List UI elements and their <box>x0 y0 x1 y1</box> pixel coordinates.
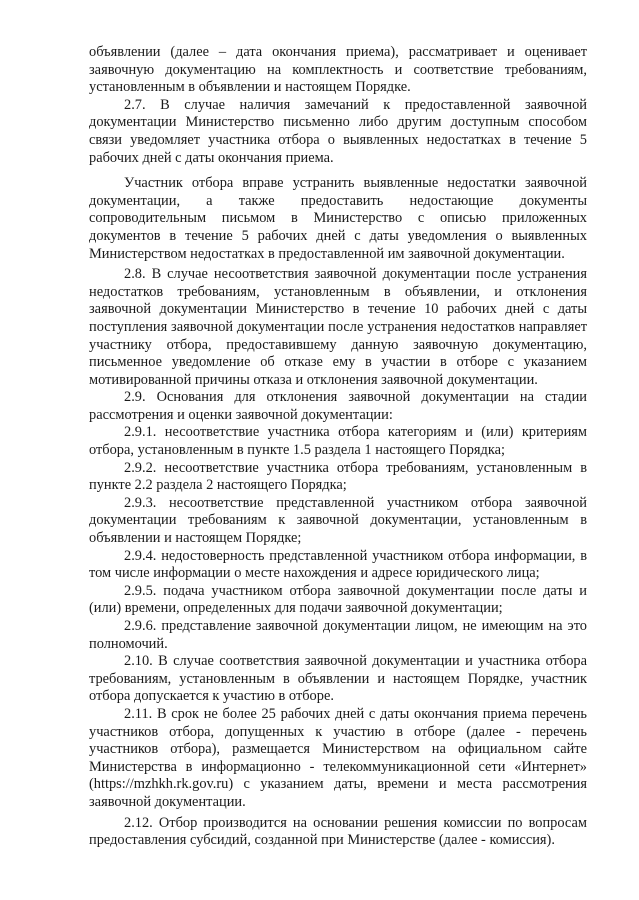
paragraph-2-9-4: 2.9.4. недостоверность представленной участником отбора информации, в том числе информации о месте нахождения и адресе юридического лица; <box>89 547 587 582</box>
paragraph-2-12: 2.12. Отбор производится на основании решения комиссии по вопросам предоставления субсидий, созданной при Министерстве (далее - комиссия). <box>89 814 587 849</box>
paragraph-2-9: 2.9. Основания для отклонения заявочной документации на стадии рассмотрения и оценки заявочной документации: <box>89 389 587 423</box>
paragraph-2-7: 2.7. В случае наличия замечаний к предоставленной заявочной документации Министерство письменно либо другим доступным способом связи уведомляет участника отбора о выявленных недостатках в течение 5 рабочих дней с даты окончания приема. <box>89 96 587 166</box>
paragraph-2-9-2: 2.9.2. несоответствие участника отбора требованиям, установленным в пункте 2.2 раздела 2 настоящего Порядка; <box>89 459 587 494</box>
paragraph-2-9-5: 2.9.5. подача участником отбора заявочной документации после даты и (или) времени, определенных для подачи заявочной документации; <box>89 582 587 617</box>
paragraph-continuation: объявлении (далее – дата окончания приема), рассматривает и оценивает заявочную документацию на комплектность и соответствие требованиям, установленным в объявлении и настоящем Порядке. <box>89 44 587 96</box>
paragraph-2-8: 2.8. В случае несоответствия заявочной документации после устранения недостатков требованиям, установленным в объявлении, и отклонения заявочной документации Министерство в течение 10 рабочих дней с даты поступления заявочной документации после устранения недостатков направляет участнику отбора, предоставившему данную заявочную документацию, письменное уведомление об отказе ему в участии в отборе с указанием мотивированной причины отказа и отклонения заявочной документации. <box>89 266 587 388</box>
paragraph-2-9-1: 2.9.1. несоответствие участника отбора категориям и (или) критериям отбора, установленным в пункте 1.5 раздела 1 настоящего Порядка; <box>89 424 587 459</box>
paragraph-2-9-3: 2.9.3. несоответствие представленной участником отбора заявочной документации требованиям к заявочной документации, установленным в объявлении и настоящем Порядке; <box>89 494 587 547</box>
paragraph-2-9-6: 2.9.6. представление заявочной документации лицом, не имеющим на это полномочий. <box>89 618 587 652</box>
paragraph-2-10: 2.10. В случае соответствия заявочной документации и участника отбора требованиям, установленным в объявлении и настоящем Порядке, участник отбора допускается к участию в отборе. <box>89 653 587 705</box>
paragraph-2-11: 2.11. В срок не более 25 рабочих дней с даты окончания приема перечень участников отбора, допущенных к участию в отборе (далее - перечень участников отбора), размещается Министерством на официальном сайте Министерства в информационно - телекоммуникационной сети «Интернет» (https://mzhkh.rk.gov.ru) с указанием даты, времени и места рассмотрения заявочной документации. <box>89 705 587 810</box>
paragraph-2-7-remedy: Участник отбора вправе устранить выявленные недостатки заявочной документации, а также предоставить недостающие документы сопроводительным письмом в Министерство с описью приложенных документов в течение 5 рабочих дней с даты уведомления о выявленных Министерством недостатках в предоставленной им заявочной документации. <box>89 175 587 262</box>
